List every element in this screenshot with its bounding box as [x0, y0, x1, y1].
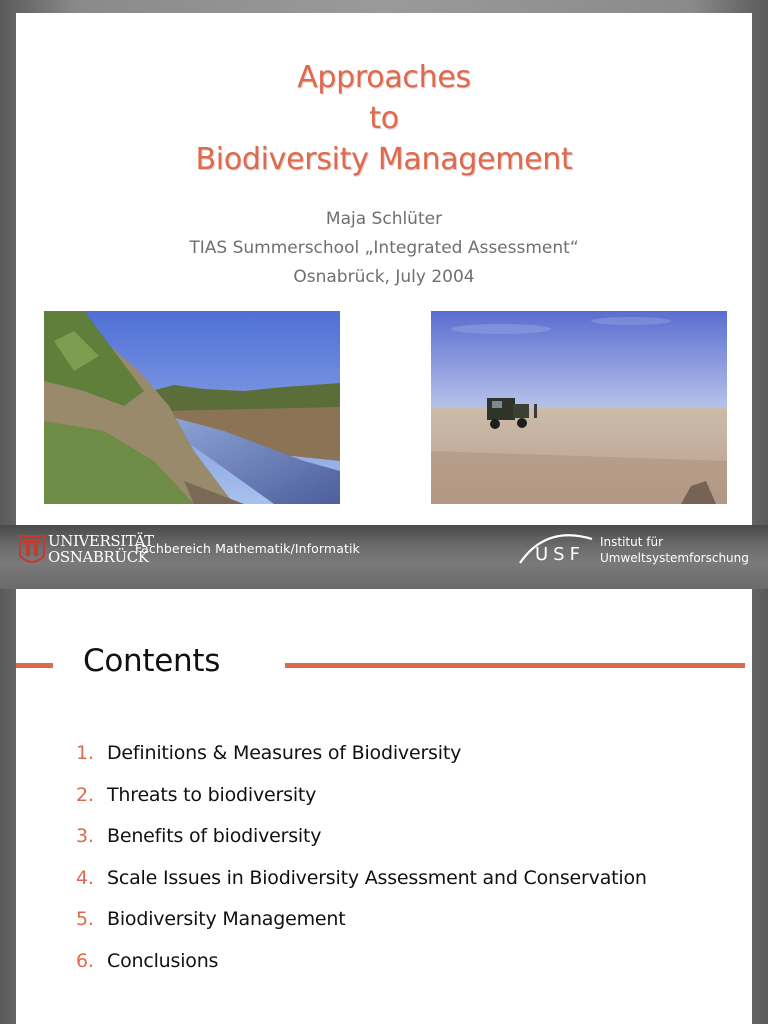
place-date: Osnabrück, July 2004 [293, 267, 475, 287]
title-slide [16, 13, 752, 525]
contents-slide [16, 589, 752, 1024]
item-label: Definitions & Measures of Biodiversity [107, 742, 462, 764]
list-item [76, 867, 647, 909]
item-label: Benefits of biodiversity [107, 825, 322, 848]
author-name: Maja Schlüter [325, 209, 443, 229]
usf-logo-text: USF [535, 544, 585, 565]
university-name-line-1: UNIVERSITÄT [48, 532, 154, 550]
item-number: 3. [76, 825, 94, 848]
heading-rule-right [285, 663, 745, 668]
heading-rule-left [16, 663, 53, 668]
item-label: Threats to biodiversity [107, 783, 317, 806]
river-landscape-photo [44, 311, 340, 504]
item-label: Conclusions [107, 949, 219, 972]
title-line-2: to [369, 101, 399, 136]
list-item [76, 908, 647, 950]
item-number: 1. [76, 742, 94, 764]
item-label: Biodiversity Management [107, 908, 346, 931]
item-number: 6. [76, 949, 94, 972]
list-item [76, 742, 647, 784]
list-item [76, 825, 647, 867]
institute-line-1: Institut für [600, 535, 664, 549]
list-item [76, 784, 647, 826]
university-seal-icon [18, 534, 46, 568]
event-name: TIAS Summerschool „Integrated Assessment“ [189, 238, 579, 258]
university-name-line-2: OSNABRÜCK [48, 548, 149, 566]
item-label: Scale Issues in Biodiversity Assessment and Conservation [107, 866, 647, 889]
title-line-3: Biodiversity Management [195, 142, 573, 177]
department-label: Fachbereich Mathematik/Informatik [135, 541, 360, 556]
university-logo [18, 532, 154, 571]
institute-line-2: Umweltsystemforschung [600, 551, 749, 565]
slide-footer [0, 525, 768, 589]
slide-subtitle [16, 205, 752, 292]
list-item [76, 950, 647, 992]
item-number: 2. [76, 783, 94, 806]
title-line-1: Approaches [297, 60, 471, 95]
slide-title [16, 57, 752, 180]
contents-list [76, 742, 647, 992]
desert-vehicle-photo [431, 311, 727, 504]
item-number: 5. [76, 908, 94, 931]
item-number: 4. [76, 866, 94, 889]
institute-name [600, 534, 749, 566]
contents-heading: Contents [83, 643, 221, 679]
